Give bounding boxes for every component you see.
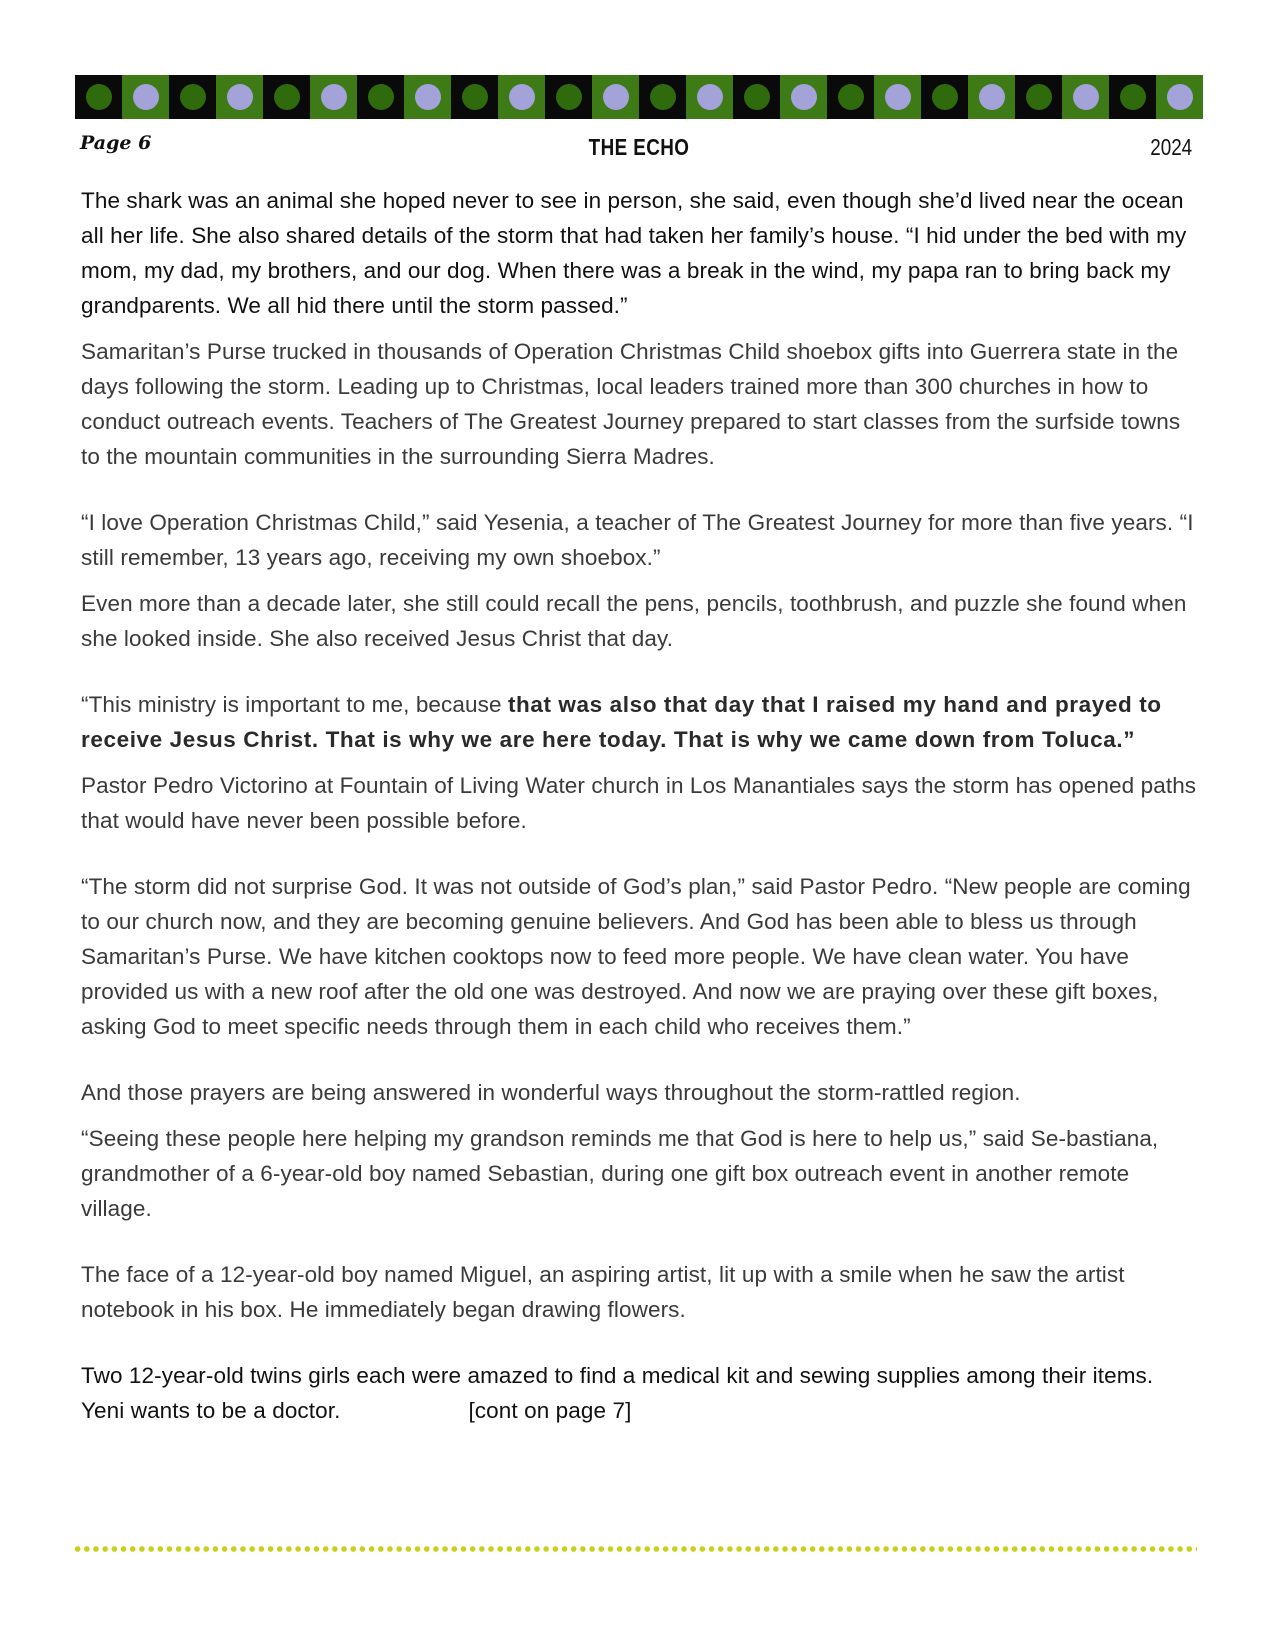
band-cell [263, 75, 310, 119]
ministry-quote-emphasis: that was also that day that I raised my hand and prayed to receive Jesus Christ. That is why we are here today. That is why we came down from Toluca.” [81, 692, 1162, 752]
band-dot [932, 84, 958, 110]
band-dot [509, 84, 535, 110]
paragraph-ministry-quote [81, 687, 1201, 757]
band-dot [885, 84, 911, 110]
band-cell [169, 75, 216, 119]
band-cell [310, 75, 357, 119]
twins-text: Two 12-year-old twins girls each were amazed to find a medical kit and sewing supplies among their items. Yeni wants to be a doctor. [81, 1363, 1154, 1423]
band-cell [122, 75, 169, 119]
band-cell [592, 75, 639, 119]
band-dot [1026, 84, 1052, 110]
band-cell [75, 75, 122, 119]
paragraph-pastor-quote: “The storm did not surprise God. It was not outside of God’s plan,” said Pastor Pedro. “New people are coming to our church now, and they are becoming genuine believers. And God has been able to bless us through Samaritan’s Purse. We have kitchen cooktops now to feed more people. We have clean water. You have provided us with a new roof after the old one was destroyed. And now we are praying over these gift boxes, asking God to meet specific needs through them in each child who receives them.” [81, 874, 1191, 1039]
band-cell [1062, 75, 1109, 119]
band-dot [133, 84, 159, 110]
band-cell [451, 75, 498, 119]
paragraph-shoebox-delivery: Samaritan’s Purse trucked in thousands of Operation Christmas Child shoebox gifts into Guerrera state in the days following the storm. Leading up to Christmas, local leaders trained more than 300 churches in how to conduct outreach events. Teachers of The Greatest Journey prepared to start classes from the surfside towns to the mountain communities in the surrounding Sierra Madres. [81, 339, 1181, 469]
band-cell [733, 75, 780, 119]
band-cell [921, 75, 968, 119]
paragraph-shoebox-memory: Even more than a decade later, she still could recall the pens, pencils, toothbrush, and puzzle she found when she looked inside. She also received Jesus Christ that day. [81, 591, 1187, 651]
newsletter-title: THE ECHO [588, 134, 690, 160]
decorative-dot-band [75, 75, 1203, 119]
band-cell [545, 75, 592, 119]
band-dot [697, 84, 723, 110]
band-dot [227, 84, 253, 110]
band-dot [1120, 84, 1146, 110]
band-dot [415, 84, 441, 110]
paragraph-prayers-answered: And those prayers are being answered in wonderful ways throughout the storm-rattled region. [81, 1080, 1021, 1105]
band-cell [1156, 75, 1203, 119]
band-cell [1109, 75, 1156, 119]
band-cell [780, 75, 827, 119]
article-body [81, 183, 1201, 1428]
band-cell [639, 75, 686, 119]
paragraph-shark-story: The shark was an animal she hoped never to see in person, she said, even though she’d lived near the ocean all her life. She also shared details of the storm that had taken her family’s house. “I hid under the bed with my mom, my dad, my brothers, and our dog. When there was a break in the wind, my papa ran to bring back my grandparents. We all hid there until the storm passed.” [81, 188, 1187, 318]
band-dot [462, 84, 488, 110]
band-cell [404, 75, 451, 119]
band-dot [744, 84, 770, 110]
band-dot [791, 84, 817, 110]
band-dot [556, 84, 582, 110]
band-dot [650, 84, 676, 110]
dotted-divider [73, 1545, 1197, 1553]
page-header [80, 132, 1198, 166]
band-dot [979, 84, 1005, 110]
band-dot [603, 84, 629, 110]
band-dot [838, 84, 864, 110]
page-number: Page 6 [80, 132, 152, 154]
paragraph-yesenia-quote: “I love Operation Christmas Child,” said Yesenia, a teacher of The Greatest Journey for more than five years. “I still remember, 13 years ago, receiving my own shoebox.” [81, 510, 1194, 570]
ministry-quote-lead: “This ministry is important to me, because [81, 692, 508, 717]
band-cell [686, 75, 733, 119]
band-cell [357, 75, 404, 119]
paragraph-sebastiana-quote: “Seeing these people here helping my grandson reminds me that God is here to help us,” said Se-bastiana, grandmother of a 6-year-old boy named Sebastian, during one gift box outreach event in another remote village. [81, 1126, 1159, 1221]
band-dot [1167, 84, 1193, 110]
band-dot [368, 84, 394, 110]
band-cell [827, 75, 874, 119]
paragraph-twins [81, 1358, 1201, 1428]
issue-year: 2024 [1150, 134, 1192, 160]
band-cell [216, 75, 263, 119]
band-cell [968, 75, 1015, 119]
band-dot [86, 84, 112, 110]
band-cell [498, 75, 545, 119]
continued-link: [cont on page 7] [468, 1398, 632, 1423]
band-cell [1015, 75, 1062, 119]
band-dot [274, 84, 300, 110]
paragraph-miguel: The face of a 12-year-old boy named Miguel, an aspiring artist, lit up with a smile when he saw the artist notebook in his box. He immediately began drawing flowers. [81, 1262, 1125, 1322]
band-cell [874, 75, 921, 119]
band-dot [180, 84, 206, 110]
paragraph-pastor-intro: Pastor Pedro Victorino at Fountain of Living Water church in Los Manantiales says the storm has opened paths that would have never been possible before. [81, 773, 1197, 833]
band-dot [1073, 84, 1099, 110]
band-dot [321, 84, 347, 110]
